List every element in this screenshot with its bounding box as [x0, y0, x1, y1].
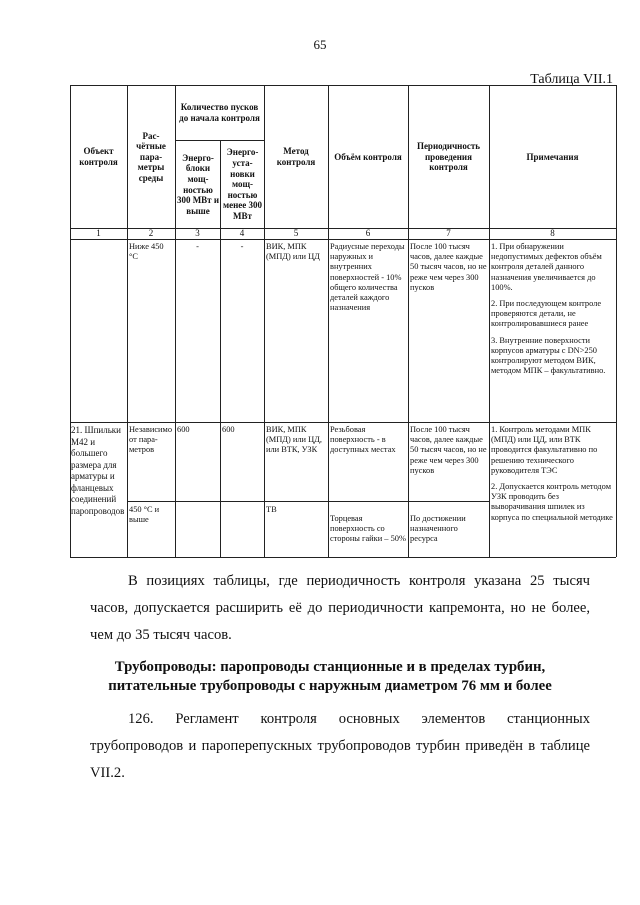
column-number: 6: [365, 228, 371, 238]
header-object: Объект контроля: [79, 146, 118, 167]
header-notes: Примечания: [526, 151, 579, 162]
column-number: 5: [293, 228, 299, 238]
section-title: Трубопроводы: паропроводы станционные и в пределах турбин, питательные трубопроводы с наружным диаметром 76 мм и более: [108, 659, 552, 694]
header-volume: Объём контроля: [334, 151, 402, 162]
column-number: 2: [148, 228, 154, 238]
header-method: Метод контроля: [276, 146, 316, 167]
paragraph-126: 126. Регламент контроля основных элементов станционных трубопроводов и пароперепускных трубопроводов турбин приведён в таблице VII.2.: [90, 711, 590, 781]
row2-notes: [491, 425, 614, 529]
row3-params: 450 °C и выше: [129, 505, 160, 525]
row3-volume: Торцевая поверхность со стороны гайки – 50%: [330, 514, 406, 544]
header-starts-big: Энерго-блоки мощ-ностью 300 МВт и выше: [176, 152, 220, 216]
header-period: Периодичность проведения контроля: [416, 141, 481, 173]
row1-volume: Радиусные переходы наружных и внутренних поверхностей - 10% общего количества деталей каждого назначения: [330, 242, 405, 313]
note-item: 1. При обнаружении недопустимых дефектов объём контроля деталей данного назначения увеличивается до 100%.: [491, 242, 602, 292]
row1-notes: [491, 242, 614, 382]
row2-object: 21. Шпильки М42 и большего размера для арматуры и фланцевых соединений паропроводов: [71, 425, 125, 516]
row2-method: ВИК, МПК (МПД) или ЦД, или ВТК, УЗК: [266, 425, 322, 455]
row2-starts-big: 600: [177, 425, 190, 434]
column-number: 4: [239, 228, 245, 238]
header-params: Рас-чётные пара-метры среды: [136, 130, 166, 183]
row2-period: После 100 тысяч часов, далее каждые 50 тысяч часов, но не реже чем через 300 пусков: [410, 425, 487, 475]
note-item: 3. Внутренние поверхности корпусов арматуры с DN>250 контролируют методом ВИК, методом МПК – факультативно.: [491, 335, 606, 376]
header-starts-small: Энерго-уста-новки мощ-ностью менее 300 МВт: [222, 147, 263, 221]
note-item: 1. Контроль методами МПК (МПД) или ЦД, или ВТК проводится факультативно по решению технического руководителя ТЭС: [491, 425, 598, 475]
page-number: 65: [313, 37, 327, 52]
column-number: 7: [446, 228, 451, 238]
row1-starts-big: -: [196, 242, 199, 251]
row1-params: Ниже 450 °C: [129, 242, 164, 262]
row2-params: Независимо от пара-метров: [129, 425, 173, 455]
header-starts-group: Количество пусков до начала контроля: [179, 102, 260, 123]
column-number: 1: [96, 228, 101, 238]
column-number: 3: [195, 228, 200, 238]
row3-method: ТВ: [266, 505, 277, 514]
note-item: 2. При последующем контроле проверяются детали, не контролировавшиеся ранее: [491, 299, 602, 329]
column-number: 8: [550, 228, 555, 238]
row1-period: После 100 тысяч часов, далее каждые 50 тысяч часов, но не реже чем через 300 пусков: [410, 242, 487, 292]
paragraph-periodicity: В позициях таблицы, где периодичность контроля указана 25 тысяч часов, допускается расширить её до периодичности капремонта, но не более, чем до 35 тысяч часов.: [90, 573, 590, 643]
table-caption: Таблица VII.1: [530, 72, 613, 87]
row2-volume: Резьбовая поверхность - в доступных местах: [330, 425, 396, 455]
row1-method: ВИК, МПК (МПД) или ЦД: [266, 242, 320, 262]
row2-starts-small: 600: [222, 425, 235, 434]
row3-period: По достижении назначенного ресурса: [410, 514, 466, 544]
row1-starts-small: -: [240, 242, 244, 251]
note-item: 2. Допускается контроль методом УЗК проводить без выворачивания шпилек из корпуса по специальной методике: [491, 482, 613, 522]
